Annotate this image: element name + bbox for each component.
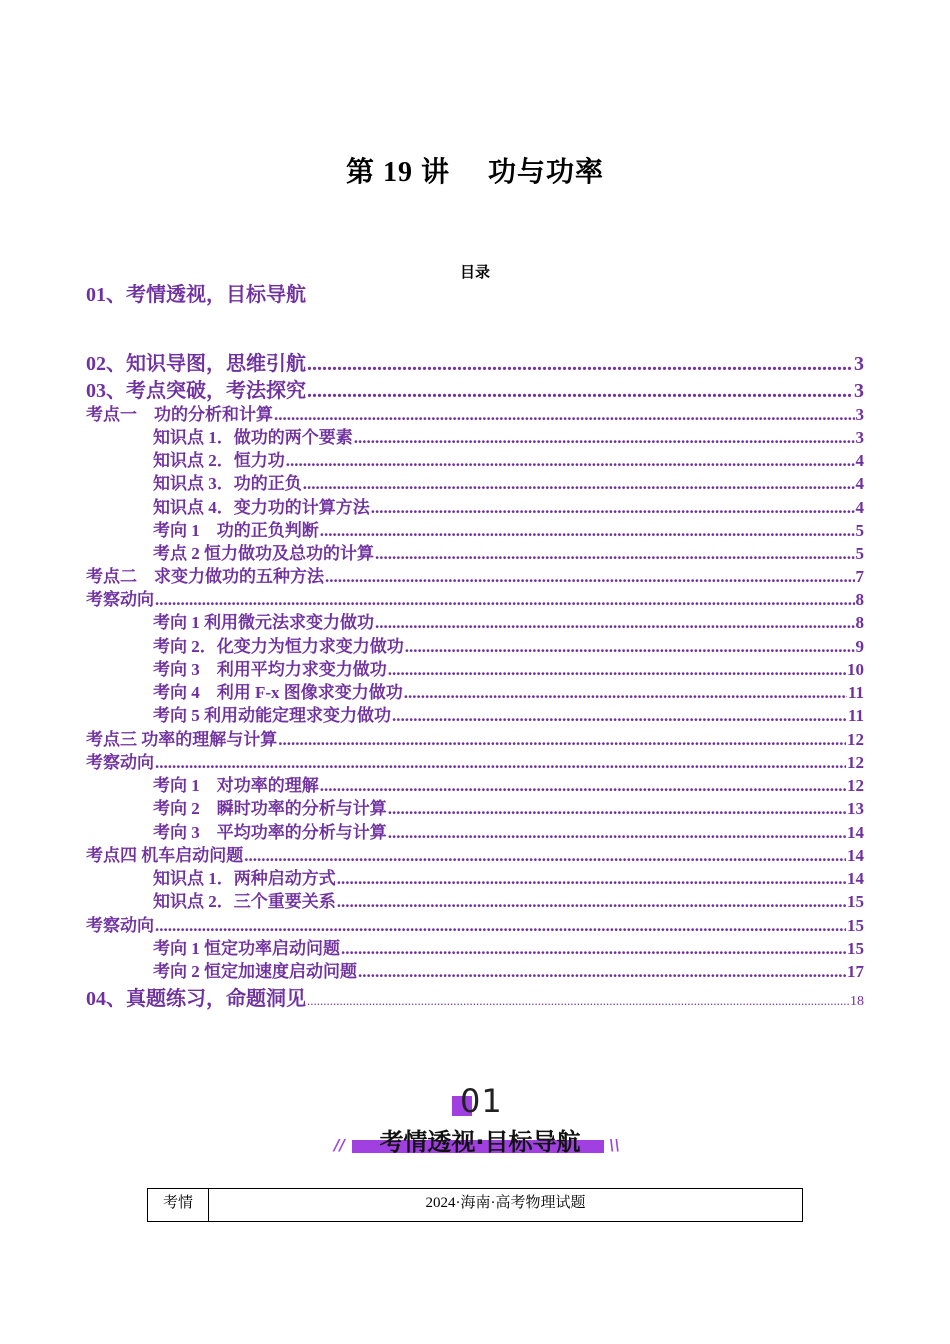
toc-entry[interactable]: 考向 1 功的正负判断 ..... 5 bbox=[86, 516, 864, 541]
toc-entry[interactable]: 考向 4 利用 F-x 图像求变力做功 ..... 11 bbox=[86, 678, 864, 703]
exam-info-table bbox=[147, 1188, 803, 1222]
toc-entry[interactable]: 知识点 4．变力功的计算方法 ..... 4 bbox=[86, 493, 864, 518]
lecture-topic: 功与功率 bbox=[488, 157, 605, 188]
toc-entry[interactable]: 考点一 功的分析和计算 ..... 3 bbox=[86, 400, 864, 425]
toc-heading: 目录 bbox=[459, 265, 490, 281]
toc-entry-mindmap[interactable]: 02、知识导图，思维引航 ..... 3 bbox=[86, 347, 864, 376]
toc-entry[interactable]: 考向 3 利用平均力求变力做功 ..... 10 bbox=[86, 655, 864, 680]
toc-entry[interactable]: 考向 2 恒定加速度启动问题 ..... 17 bbox=[86, 957, 864, 982]
section-title: 考情透视·目标导航 bbox=[379, 1128, 581, 1156]
toc-entry[interactable]: 考点四 机车启动问题 ..... 14 bbox=[86, 841, 864, 866]
toc-entry-overview[interactable]: 01、考情透视，目标导航 bbox=[86, 284, 306, 306]
toc-entry-exam-practice[interactable]: 04、真题练习，命题洞见 ..... 18 bbox=[86, 982, 864, 1011]
toc-entry[interactable]: 考察动向 ..... 12 bbox=[86, 748, 864, 773]
toc-entry[interactable]: 考点二 求变力做功的五种方法 ..... 7 bbox=[86, 562, 864, 587]
toc-entry[interactable]: 考点三 功率的理解与计算 ..... 12 bbox=[86, 725, 864, 750]
toc-entry[interactable]: 考点 2 恒力做功及总功的计算 ..... 5 bbox=[86, 539, 864, 564]
toc-entry[interactable]: 知识点 3．功的正负 ..... 4 bbox=[86, 469, 864, 494]
left-slash-decoration: // bbox=[334, 1136, 345, 1154]
toc-entry[interactable]: 考向 2 瞬时功率的分析与计算 ..... 13 bbox=[86, 794, 864, 819]
right-slash-decoration: \\ bbox=[609, 1136, 620, 1154]
toc-entry-breakthrough[interactable]: 03、考点突破，考法探究 ..... 3 bbox=[86, 374, 864, 403]
section-number: 01 bbox=[460, 1082, 503, 1120]
toc-entry[interactable]: 考向 1 恒定功率启动问题 ..... 15 bbox=[86, 934, 864, 959]
lecture-number: 第 19 讲 bbox=[345, 157, 450, 188]
toc-entry[interactable]: 知识点 1．两种启动方式 ..... 14 bbox=[86, 864, 864, 889]
toc-entry[interactable]: 知识点 1．做功的两个要素 ..... 3 bbox=[86, 423, 864, 448]
toc-entry[interactable]: 知识点 2．恒力功 ..... 4 bbox=[86, 446, 864, 471]
table-cell-label: 考情 bbox=[148, 1189, 209, 1222]
toc-entry[interactable]: 考向 5 利用动能定理求变力做功 ..... 11 bbox=[86, 701, 864, 726]
toc-entry[interactable]: 考察动向 ..... 15 bbox=[86, 911, 864, 936]
section-banner bbox=[330, 1082, 630, 1162]
table-cell-source: 2024·海南·高考物理试题 bbox=[209, 1189, 803, 1222]
table-row bbox=[148, 1189, 803, 1222]
toc-entry[interactable]: 知识点 2．三个重要关系 ..... 15 bbox=[86, 887, 864, 912]
toc-entry[interactable]: 考察动向 ..... 8 bbox=[86, 585, 864, 610]
toc-entry[interactable]: 考向 1 利用微元法求变力做功 ..... 8 bbox=[86, 608, 864, 633]
toc-entry[interactable]: 考向 1 对功率的理解 ..... 12 bbox=[86, 771, 864, 796]
toc-entry[interactable]: 考向 2．化变力为恒力求变力做功 ..... 9 bbox=[86, 632, 864, 657]
page-title bbox=[0, 150, 950, 190]
toc-entry[interactable]: 考向 3 平均功率的分析与计算 ..... 14 bbox=[86, 818, 864, 843]
